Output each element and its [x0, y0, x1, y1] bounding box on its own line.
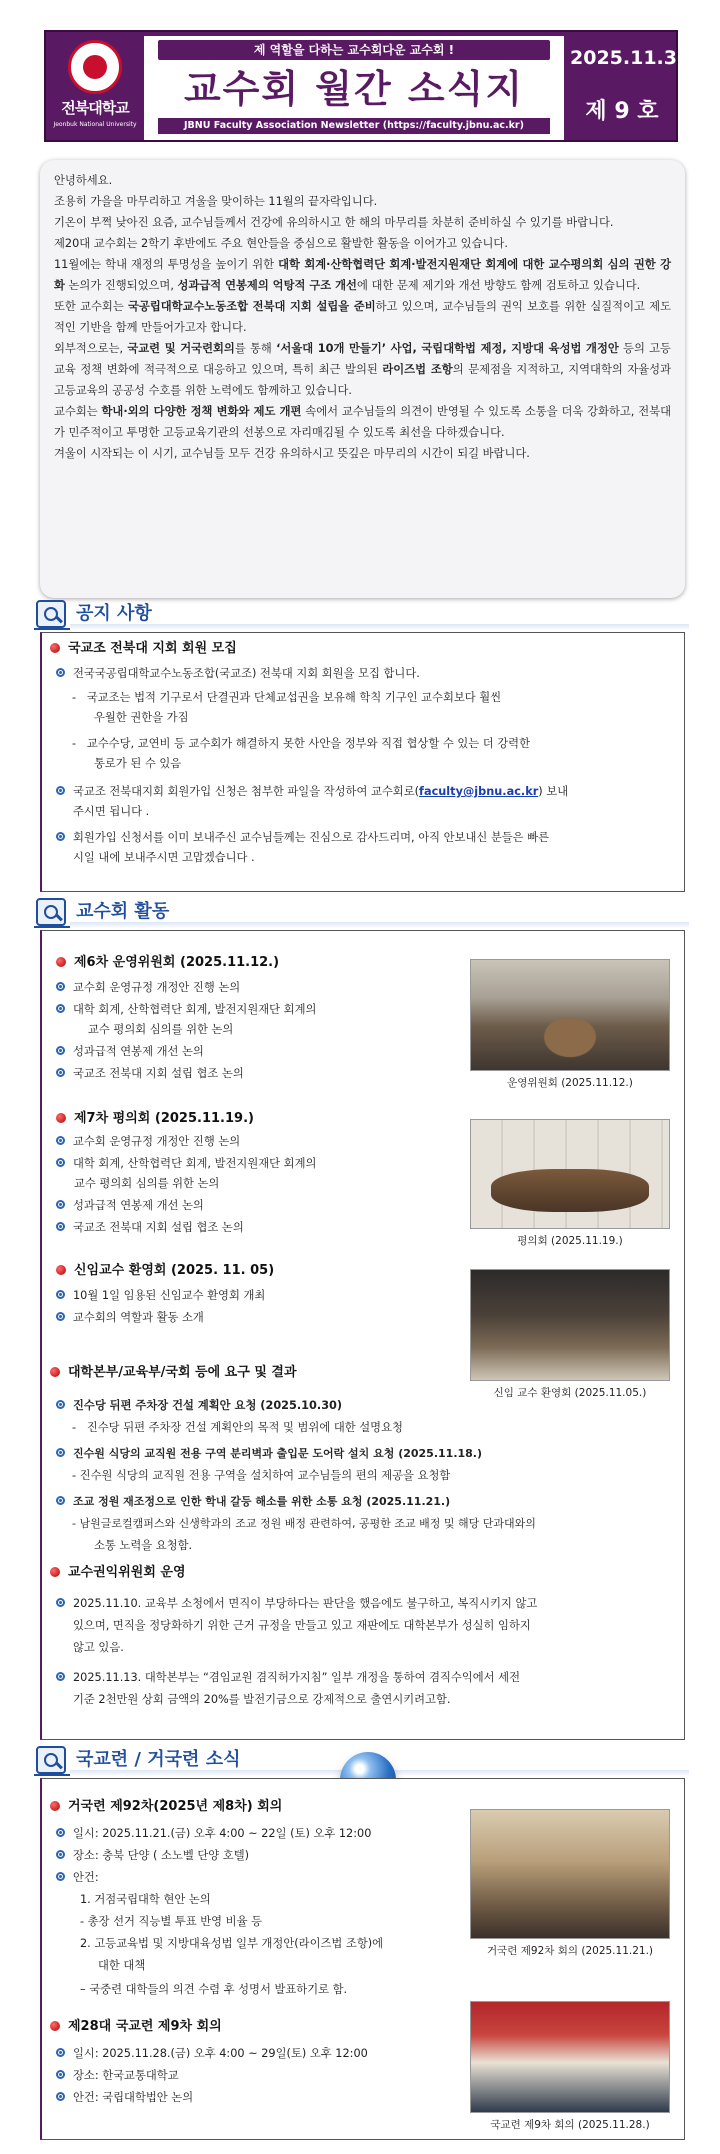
notice-detail: 통로가 된 수 있음 — [94, 757, 182, 770]
union-meeting-info: 장소: 충북 단양 ( 소노벨 단양 호텔) — [56, 1847, 249, 1865]
blue-bullet-icon — [56, 1672, 65, 1681]
blue-bullet-icon — [56, 1312, 65, 1321]
blue-bullet-icon — [56, 1290, 65, 1299]
blue-bullet-icon — [56, 1004, 65, 1013]
blue-bullet-icon — [56, 1850, 65, 1859]
rights-item-cont: 있으며, 면직을 정당화하기 위한 근거 규정을 만들고 있고 재판에도 대학본부가 성실히 임하지 — [73, 1619, 531, 1632]
notice-bullet: 회원가입 신청서를 이미 보내주신 교수님들께는 진심으로 감사드리며, 아직 안보내신 분들은 빠른 — [56, 829, 549, 847]
intro-message — [40, 160, 685, 598]
blue-bullet-icon — [56, 1872, 65, 1881]
section-title: 국교련 / 거국련 소식 — [76, 1749, 241, 1770]
union-meeting-info: 장소: 한국교통대학교 — [56, 2067, 179, 2085]
section-title: 공지 사항 — [76, 603, 152, 624]
union-meeting-info: 안건: 국립대학법안 논의 — [56, 2089, 193, 2107]
search-chart-icon — [36, 898, 66, 926]
meeting-title: 신임교수 환영회 (2025. 11. 05) — [56, 1261, 274, 1281]
university-emblem-icon — [68, 40, 122, 94]
blue-bullet-icon — [56, 1068, 65, 1077]
red-bullet-icon — [56, 957, 66, 967]
blue-bullet-icon — [56, 1400, 65, 1409]
intro-paragraph: 조용히 가을을 마무리하고 겨울을 맞이하는 11월의 끝자락입니다. — [54, 195, 378, 208]
blue-bullet-icon — [56, 786, 65, 795]
blue-bullet-icon — [56, 2048, 65, 2057]
union-meeting-info: 일시: 2025.11.21.(금) 오후 4:00 ~ 22일 (토) 오후 12:00 — [56, 1825, 371, 1843]
meeting-item: 대학 회계, 산학협력단 회계, 발전지원재단 회계의 — [56, 1001, 316, 1019]
magnifier-icon — [36, 600, 66, 628]
rights-committee-title: 교수권익위원회 운영 — [50, 1563, 186, 1583]
blue-bullet-icon — [56, 1136, 65, 1145]
red-bullet-icon — [50, 1567, 60, 1577]
agenda-detail: - 총장 선거 직능별 투표 반영 비율 등 — [80, 1915, 262, 1928]
intro-paragraph: 제20대 교수회는 2학기 후반에도 주요 현안들을 중심으로 활발한 활동을 이어가고 있습니다. — [54, 237, 508, 250]
faculty-email-link[interactable]: faculty@jbnu.ac.kr — [419, 785, 539, 798]
red-bullet-icon — [50, 2021, 60, 2031]
logo-name: 전북대학교 — [61, 99, 129, 117]
red-bullet-icon — [50, 1801, 60, 1811]
meeting-item: 성과급적 연봉제 개선 논의 — [56, 1043, 204, 1061]
activity-section-header — [34, 896, 689, 928]
meeting-title: 제6차 운영위원회 (2025.11.12.) — [56, 953, 279, 973]
newsletter-header — [44, 30, 698, 142]
rights-item: 2025.11.13. 대학본부는 “겸임교원 겸직허가지침” 일부 개정을 통하여 겸직수익에서 세전 — [56, 1669, 520, 1687]
meeting-item: 대학 회계, 산학협력단 회계, 발전지원재단 회계의 — [56, 1155, 316, 1173]
request-item: 진수당 뒤편 주차장 건설 계획안 요청 (2025.10.30) — [56, 1397, 342, 1415]
meeting-item: 10월 1일 임용된 신임교수 환영회 개최 — [56, 1287, 265, 1305]
union-panel — [40, 1778, 685, 2140]
blue-bullet-icon — [56, 832, 65, 841]
issue-number: 제 9 호 — [585, 99, 659, 125]
meeting-item: 교수회 운영규정 개정안 진행 논의 — [56, 979, 240, 997]
meeting-item: 성과급적 연봉제 개선 논의 — [56, 1197, 204, 1215]
photo-caption: 신임 교수 환영회 (2025.11.05.) — [493, 1387, 647, 1399]
red-bullet-icon — [50, 1367, 60, 1377]
rights-item: 2025.11.10. 교육부 소청에서 면직이 부당하다는 판단을 했음에도 불구하고, 복직시키지 않고 — [56, 1595, 537, 1613]
blue-bullet-icon — [56, 1046, 65, 1055]
rights-item-cont: 기준 2천만원 상회 금액의 20%를 발전기금으로 강제적으로 출연시키려고함. — [73, 1693, 451, 1706]
intro-paragraph: 11월에는 학내 재정의 투명성을 높이기 위한 대학 회계·산학협력단 회계·발전지원재단 회계에 대한 교수평의회 심의 권한 강화 논의가 진행되었으며, 성과급적 연봉제의 억탕적 구조 개선에 대한 문제 제기와 개선 방향도 함께 검토하고 있습니다. — [54, 258, 671, 292]
request-detail: - 진수원 식당의 교직원 전용 구역을 설치하여 교수님들의 편의 제공을 요청함 — [72, 1469, 451, 1482]
agenda-item-cont: 대한 대책 — [98, 1959, 146, 1972]
photo-caption: 거국련 제92차 회의 (2025.11.21.) — [486, 1945, 654, 1957]
notice-detail: - 교수수당, 교연비 등 교수회가 해결하지 못한 사안을 정부와 직접 협상할 수 있는 더 강력한 — [72, 737, 530, 750]
agenda-item: 1. 거점국립대학 현안 논의 — [80, 1893, 211, 1906]
requests-title: 대학본부/교육부/국회 등에 요구 및 결과 — [50, 1363, 297, 1383]
red-bullet-icon — [50, 643, 60, 653]
request-detail: - 진수당 뒤편 주차장 건설 계획안의 목적 및 범위에 대한 설명요청 — [72, 1421, 403, 1434]
photo-caption: 평의회 (2025.11.19.) — [517, 1235, 623, 1247]
newsletter-subtitle[interactable]: JBNU Faculty Association Newsletter (https://faculty.jbnu.ac.kr) — [158, 118, 550, 134]
national-union-meeting-photo — [470, 1809, 670, 1939]
section-title: 교수회 활동 — [76, 901, 170, 922]
meeting-item: 교수회 운영규정 개정안 진행 논의 — [56, 1133, 240, 1151]
blue-bullet-icon — [56, 2070, 65, 2079]
red-bullet-icon — [56, 1113, 66, 1123]
meeting-item: 국교조 전북대 지회 설립 협조 논의 — [56, 1219, 244, 1237]
blue-bullet-icon — [56, 1598, 65, 1607]
meeting-item: 교수회의 역할과 활동 소개 — [56, 1309, 204, 1327]
meeting-item-cont: 교수 평의회 심의를 위한 논의 — [88, 1023, 234, 1036]
notice-item-title: 국교조 전북대 지회 회원 모집 — [50, 639, 237, 659]
blue-bullet-icon — [56, 1222, 65, 1231]
issue-date: 2025.11.30. — [570, 47, 698, 69]
notice-bullet-cont: 주시면 됩니다 . — [73, 805, 150, 818]
blue-bullet-icon — [56, 1448, 65, 1457]
steering-committee-photo — [470, 959, 670, 1071]
council-photo — [470, 1119, 670, 1229]
welcome-party-photo — [470, 1269, 670, 1381]
photo-caption: 운영위원회 (2025.11.12.) — [507, 1077, 633, 1089]
blue-bullet-icon — [56, 2092, 65, 2101]
blue-bullet-icon — [56, 1200, 65, 1209]
rights-item-cont: 않고 있음. — [73, 1641, 124, 1654]
notice-bullet-cont: 시일 내에 보내주시면 고맙겠습니다 . — [73, 851, 255, 864]
request-item: 진수원 식당의 교직원 전용 구역 분리벽과 출입문 도어락 설치 요청 (2025.11.18.) — [56, 1445, 482, 1462]
notice-detail: - 국교조는 법적 기구로서 단결권과 단체교섭권을 보유해 학칙 기구인 교수회보다 훨씬 — [72, 691, 502, 704]
request-detail: - 남원글로컬캠퍼스와 신생학과의 조교 정원 배정 관련하여, 공평한 조교 배정 및 해당 단과대와의 — [72, 1517, 536, 1530]
intro-paragraph: 교수회는 학내·외의 다양한 정책 변화와 제도 개편 속에서 교수님들의 의견이 반영될 수 있도록 소통을 더욱 강화하고, 전북대가 민주적이고 투명한 고등교육기관의 선봉으로 자리매김될 수 있도록 최선을 다하겠습니다. — [54, 405, 671, 439]
title-box — [144, 36, 564, 140]
intro-paragraph: 외부적으로는, 국교련 및 거국련회의를 통해 ‘서울대 10개 만들기’ 사업, 국립대학법 제정, 지방대 육성법 개정안 등의 고등교육 정책 변화에 적극적으로 대응하고 있으며, 특히 최근 발의된 라이즈법 조항의 문제점을 지적하고, 지역대학의 자율성과 고등교육의 공공성 수호를 위한 노력에도 함께하고 있습니다. — [54, 342, 671, 397]
newsletter-title: 교수회 월간 소식지 — [183, 67, 525, 111]
intro-greeting: 안녕하세요. — [54, 174, 113, 187]
blue-bullet-icon — [56, 1828, 65, 1837]
union-meeting-title: 제28대 국교련 제9차 회의 — [50, 2017, 222, 2037]
request-item: 조교 정원 재조정으로 인한 학내 갈등 해소를 위한 소통 요청 (2025.11.21.) — [56, 1493, 450, 1510]
intro-closing: 겨울이 시작되는 이 시기, 교수님들 모두 건강 유의하시고 뜻깊은 마무리의 시간이 되길 바랍니다. — [54, 447, 530, 460]
activity-panel — [40, 930, 685, 1740]
agenda-detail: – 국중련 대학들의 의견 수렴 후 성명서 발표하기로 함. — [80, 1983, 348, 1996]
union-meeting-info: 안건: — [56, 1869, 99, 1887]
union-meeting-info: 일시: 2025.11.28.(금) 오후 4:00 ~ 29일(토) 오후 12:00 — [56, 2045, 368, 2063]
meeting-title: 제7차 평의회 (2025.11.19.) — [56, 1109, 254, 1129]
intro-paragraph: 또한 교수회는 국공립대학교수노동조합 전북대 지회 설립을 준비하고 있으며, 교수님들의 권익 보호를 위한 실질적이고 제도적인 기반을 함께 만들어가고자 합니다. — [54, 300, 671, 334]
notice-bullet: 전국국공립대학교수노동조합(국교조) 전북대 지회 회원을 모집 합니다. — [56, 665, 420, 683]
red-bullet-icon — [56, 1265, 66, 1275]
notice-bullet: 국교조 전북대지회 회원가입 신청은 첨부한 파일을 작성하여 교수회로(faculty@jbnu.ac.kr) 보내 — [56, 783, 568, 801]
agenda-item: 2. 고등교육법 및 지방대육성법 일부 개정안(라이즈법 조항)에 — [80, 1937, 384, 1950]
notice-detail: 우월한 권한을 가짐 — [94, 711, 189, 724]
blue-bullet-icon — [56, 982, 65, 991]
intro-paragraph: 기온이 부쩍 낮아진 요즘, 교수님들께서 건강에 유의하시고 한 해의 마무리를 차분히 준비하실 수 있기를 바랍니다. — [54, 216, 614, 229]
notice-section-header — [34, 598, 689, 630]
blue-bullet-icon — [56, 668, 65, 677]
university-logo — [52, 38, 138, 134]
issue-info — [570, 38, 698, 138]
meeting-item-cont: 교수 평의회 심의를 위한 논의 — [74, 1177, 220, 1190]
photo-caption: 국교련 제9차 회의 (2025.11.28.) — [490, 2119, 650, 2131]
meeting-item: 국교조 전북대 지회 설립 협조 논의 — [56, 1065, 244, 1083]
blue-bullet-icon — [56, 1496, 65, 1505]
blue-bullet-icon — [56, 1158, 65, 1167]
professors-union-meeting-photo — [470, 2001, 670, 2113]
notice-panel — [40, 632, 685, 892]
request-detail-cont: 소통 노력을 요청함. — [94, 1539, 193, 1552]
union-meeting-title: 거국련 제92차(2025년 제8차) 회의 — [50, 1797, 282, 1817]
logo-english-name: Jeonbuk National University — [53, 121, 137, 129]
network-icon — [36, 1746, 66, 1774]
slogan: 제 역할을 다하는 교수회다운 교수회 ! — [158, 40, 550, 60]
